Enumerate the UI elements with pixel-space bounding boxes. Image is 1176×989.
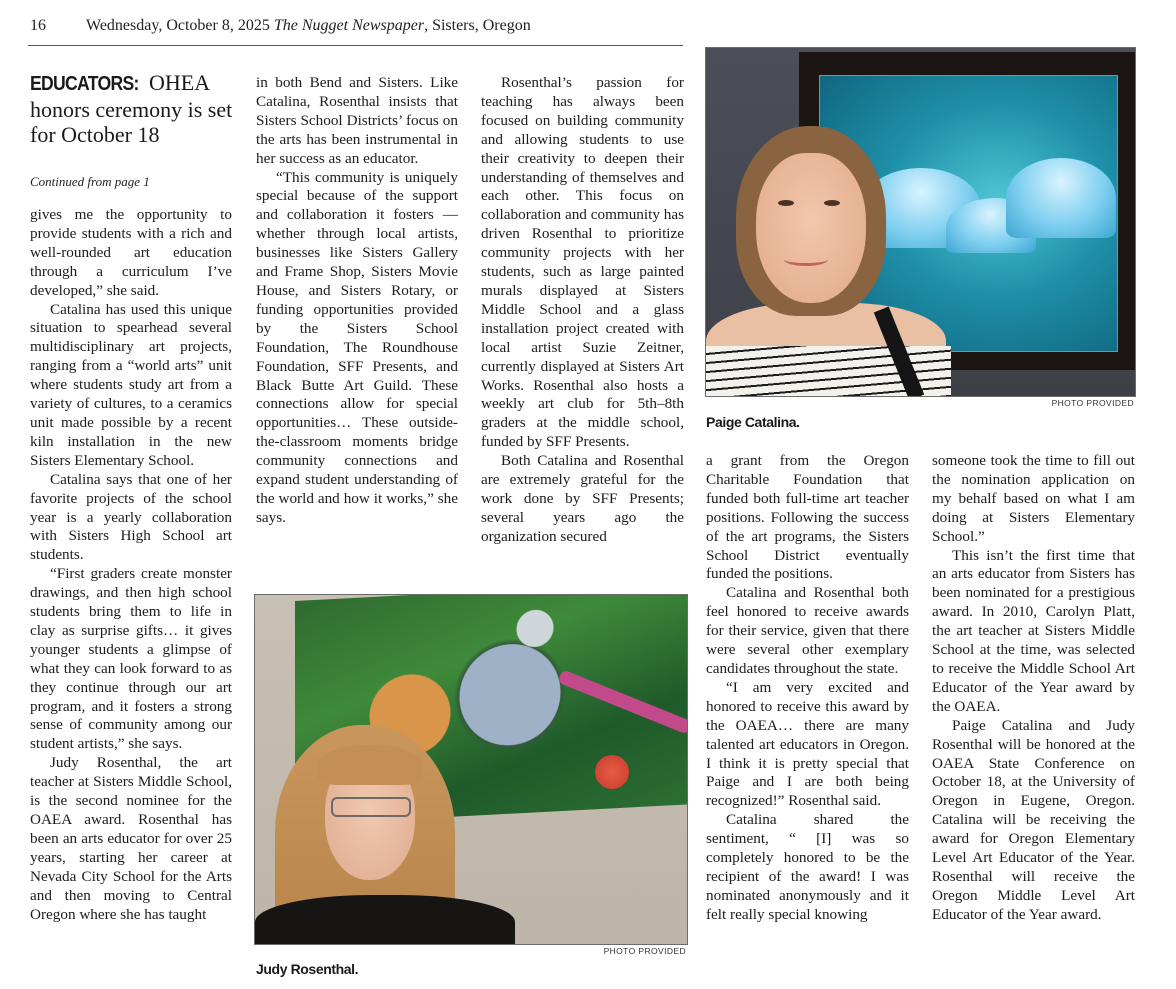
portrait-body [255, 895, 515, 945]
paragraph: Paige Catalina and Judy Rosenthal will be honored at the OAEA State Conference on October 18, at the University of Oregon in Eugene, Oregon. Catalina will be receiving the award for Oregon Elementary Level Art Educator of the Year. Rosenthal will receive the Oregon Middle Level Art Educator of the Year award. [932, 716, 1135, 923]
paragraph: “I am very excited and honored to receive this award by the OAEA… there are many talented art educators in Oregon. I think it is pretty special that Paige and I are both being recognized!” Rosenthal said. [706, 678, 909, 810]
newspaper-location: , Sisters, Oregon [424, 17, 531, 34]
folio-divider [28, 45, 683, 46]
photo-credit-paige: PHOTO PROVIDED [1051, 398, 1134, 408]
photo-caption-paige: Paige Catalina. [706, 414, 800, 430]
headline-kicker: EDUCATORS: [30, 73, 139, 95]
article-column-1 [30, 206, 232, 924]
paragraph: a grant from the Oregon Charitable Foundation that funded both full-time art teacher positions. Following the success of the art programs, the Sisters School District eventually funded the positions. [706, 452, 909, 583]
page-number: 16 [30, 17, 46, 34]
paragraph: “First graders create monster drawings, and then high school students bring them to life in clay as surprise gifts… it gives younger students a glimpse of what they can look forward to as they continue through our art program, and it fosters a strong sense of community among our student artists,” she says. [30, 565, 232, 753]
painted-rose [595, 755, 629, 789]
paragraph: Catalina says that one of her favorite projects of the school year is a yearly collaboration with Sisters High School art students. [30, 470, 232, 564]
continued-from-line: Continued from page 1 [30, 174, 150, 189]
paragraph: Catalina has used this unique situation to spearhead several multidisciplinary art projects, ranging from a “world arts” unit where students study art from a variety of cultures, to a ceramics unit made possible by a recent kiln installation in the new Sisters Elementary School. [30, 300, 232, 469]
photo-caption-judy: Judy Rosenthal. [256, 961, 359, 977]
paragraph: gives me the opportunity to provide students with a rich and well-rounded art education through a curriculum I’ve developed,” she said. [30, 206, 232, 299]
painted-mountain [1006, 158, 1116, 238]
paragraph: Catalina shared the sentiment, “ [I] was so completely honored to be the recipient of the award! I was nominated anonymously and it felt really special knowing [706, 811, 909, 923]
article-column-4 [706, 452, 909, 925]
paragraph: Both Catalina and Rosenthal are extremely grateful for the work done by SFF Presents; several years ago the organization secured [481, 452, 684, 545]
paragraph: Catalina and Rosenthal both feel honored to receive awards for their service, given that there were several other exemplary candidates throughout the state. [706, 584, 909, 677]
paragraph: in both Bend and Sisters. Like Catalina, Rosenthal insists that Sisters School Districts’ focus on the arts has been instrumental in her success as an educator. [256, 74, 458, 167]
portrait-bangs [317, 745, 423, 785]
article-column-3 [481, 74, 684, 547]
headline-title: OHEA honors ceremony is set for October 18 [30, 70, 233, 147]
newspaper-name: The Nugget Newspaper [273, 17, 425, 34]
article-column-5 [932, 452, 1135, 925]
page-folio [30, 17, 531, 35]
portrait-face [756, 153, 866, 303]
portrait-eye [778, 200, 794, 206]
jump-headline [30, 70, 240, 147]
paragraph: Judy Rosenthal, the art teacher at Sisters Middle School, is the second nominee for the OAEA award. Rosenthal has been an arts educator for over 25 years, starting her career at Nevada City School for the Arts and then moving to Central Oregon where she has taught [30, 754, 232, 923]
paragraph: Rosenthal’s passion for teaching has always been focused on building community and allowing students to use their creativity to deepen their understanding of themselves and each other. This focus on collaboration and community has driven Rosenthal to prioritize community projects with her students, such as large painted murals displayed at Sisters Middle School and a glass installation project created with local artist Suzie Zeitner, currently displayed at Sisters Art Works. Rosenthal also hosts a weekly art club for 5th–8th graders at the middle school, funded by SFF Presents. [481, 74, 684, 451]
article-column-2 [256, 74, 458, 528]
photo-paige-catalina [705, 47, 1136, 397]
portrait-glasses [331, 797, 411, 817]
paragraph: “This community is uniquely special because of the support and collaboration it fosters — whether through local artists, businesses like Sisters Gallery and Frame Shop, Sisters Movie House, and Sisters Rotary, or funding opportunities provided by the Sisters School Foundation, The Roundhouse Foundation, SFF Presents, and Black Butte Art Guild. These connections allow for special opportunities… These outside-the-classroom moments bridge community connections and expand student understanding of the world and how it works,” she says. [256, 168, 458, 526]
issue-date: Wednesday, October 8, 2025 [86, 17, 270, 34]
portrait-smile [784, 253, 828, 266]
photo-judy-rosenthal [254, 594, 688, 945]
paragraph: someone took the time to fill out the nomination application on my behalf based on what I am doing at Sisters Elementary School.” [932, 452, 1135, 545]
portrait-eye [824, 200, 840, 206]
photo-credit-judy: PHOTO PROVIDED [603, 946, 686, 956]
paragraph: This isn’t the first time that an arts educator from Sisters has been nominated for a prestigious award. In 2010, Carolyn Platt, the art teacher at Sisters Middle School at the time, was selected to receive the Middle School Art Educator of the Year award by the OAEA. [932, 546, 1135, 715]
